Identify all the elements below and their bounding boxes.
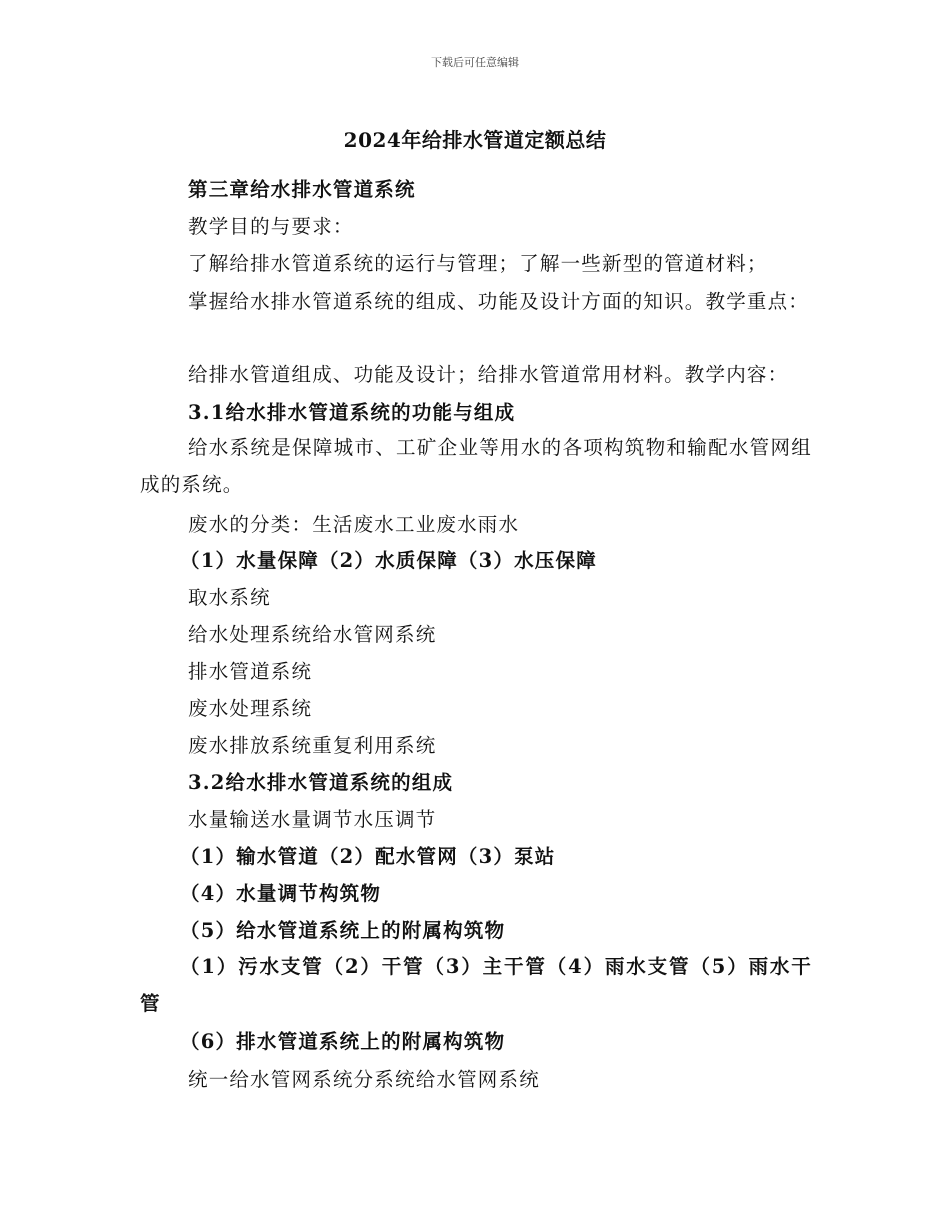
- wastewater-treatment-line: 废水处理系统: [188, 697, 313, 720]
- regulation-structures-line: （4）水量调节构筑物: [180, 882, 382, 905]
- intake-system-line: 取水系统: [188, 586, 271, 609]
- goal-line-1: 了解给排水管道系统的运行与管理；了解一些新型的管道材料；: [188, 252, 768, 275]
- network-types-line: 统一给水管网系统分系统给水管网系统: [188, 1068, 540, 1091]
- teaching-goal-label: 教学目的与要求：: [188, 215, 354, 238]
- drainage-pipe-system-line: 排水管道系统: [188, 660, 313, 683]
- drainage-pipes-paragraph: （1）污水支管（2）干管（3）主干管（4）雨水支管（5）雨水干管: [140, 955, 812, 1015]
- section-3-1-heading: 3.1给水排水管道系统的功能与组成: [188, 401, 516, 424]
- transport-regulation-line: 水量输送水量调节水压调节: [188, 808, 437, 831]
- section-3-2-heading: 3.2给水排水管道系统的组成: [188, 771, 454, 794]
- supply-components-line: （1）输水管道（2）配水管网（3）泵站: [180, 845, 556, 868]
- wastewater-classification-line: 废水的分类：生活废水工业废水雨水: [188, 513, 520, 536]
- water-supply-definition-paragraph: 给水系统是保障城市、工矿企业等用水的各项构筑物和输配水管网组成的系统。: [140, 436, 812, 496]
- document-title: 2024年给排水管道定额总结: [343, 128, 607, 152]
- treatment-network-line: 给水处理系统给水管网系统: [188, 623, 437, 646]
- discharge-reuse-line: 废水排放系统重复利用系统: [188, 734, 437, 757]
- goal-line-2-paragraph: 掌握给水排水管道系统的组成、功能及设计方面的知识。教学重点：: [188, 290, 810, 313]
- page-header-note: 下载后可任意编辑: [431, 56, 519, 69]
- supply-auxiliary-line: （5）给水管道系统上的附属构筑物: [180, 919, 506, 942]
- guarantees-line: （1）水量保障（2）水质保障（3）水压保障: [180, 549, 597, 572]
- chapter-heading: 第三章给水排水管道系统: [188, 178, 416, 201]
- key-points-line: 给排水管道组成、功能及设计；给排水管道常用材料。教学内容：: [188, 363, 789, 386]
- drainage-auxiliary-line: （6）排水管道系统上的附属构筑物: [180, 1030, 506, 1053]
